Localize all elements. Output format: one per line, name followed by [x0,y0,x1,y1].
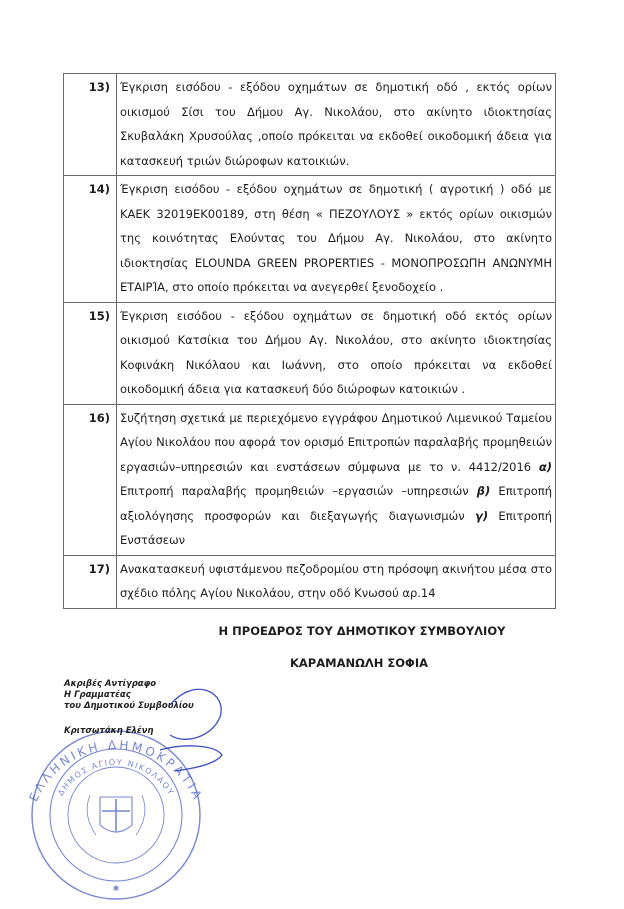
item-text: Έγκριση εισόδου - εξόδου οχημάτων σε δημοτική οδό εκτός ορίων οικισμού Κατσίκια του Δήμου Αγ. Νικολάου, στο ακίνητο ιδιοκτησίας Κοφινάκη Νικόλαου και Ιωάννη, στο οποίο πρόκειται να εκδοθεί οικοδομική άδεια για κατασκευή δύο διώροφων κατοικιών . [117,302,556,404]
item-text [117,404,556,555]
stamp-star-icon: ✱ [112,883,120,893]
item-text-part: Επιτροπή παραλαβής προμηθειών –εργασιών –υπηρεσιών [120,484,477,498]
coat-of-arms-icon [87,795,145,835]
secretary-name: Κριτσωτάκη Ελένη [64,725,154,736]
subitem-label: β) [476,484,491,498]
subitem-label: α) [538,459,552,474]
stamp-inner-text: ΔΗΜΟΣ ΑΓΙΟΥ ΝΙΚΟΛΑΟΥ [56,757,176,797]
item-text-part: Συζήτηση σχετικά με περιεχόμενο εγγράφου Δημοτικού Λιμενικού Ταμείου Αγίου Νικολάου που αφορά τον ορισμό Επιτροπών παραλαβής προμηθειών εργασιών–υπηρεσιών και ενστάσεων σύμφωνα με το ν. 4412/2016 [120,410,552,474]
signatory-title: Η ΠΡΟΕΔΡΟΣ ΤΟΥ ΔΗΜΟΤΙΚΟΥ ΣΥΜΒΟΥΛΙΟΥ [218,623,506,638]
stamp-outer-text: ΕΛΛΗΝΙΚΗ ΔΗΜΟΚΡΑΤΙΑ [26,737,206,804]
agenda-row [64,404,556,555]
item-text: Έγκριση εισόδου - εξόδου οχημάτων σε δημοτική ( αγροτική ) οδό με ΚΑΕΚ 32019ΕΚ00189, στη θέση « ΠΕΖΟΥΛΟΥΣ » εκτός ορίων οικισμών της κοινότητας Ελούντας του Δήμου Αγ. Νικολάου, στο ακίνητο ιδιοκτησίας ELOUNDA GREEN PROPERTIES - ΜΟΝΟΠΡΟΣΩΠΗ ΑΝΩΝΥΜΗ ΕΤΑΙΡΊΑ, στο οποίο πρόκειται να ανεγερθεί ξενοδοχείο . [117,176,556,303]
item-text-part: Επιτροπή Ενστάσεων [120,508,552,547]
agenda-row [64,555,556,608]
item-number: 15) [64,302,117,404]
item-text: Έγκριση εισόδου - εξόδου οχημάτων σε δημοτική οδό , εκτός ορίων οικισμού Σίσι του Δήμου Αγ. Νικολάου, στο ακίνητο ιδιοκτησίας Σκυβαλάκη Χρυσούλας ,οποίο πρόκειται να εκδοθεί οικοδομική άδεια για κατασκευή τριών διώροφων κατοικιών. [117,74,556,176]
certified-copy-label: Ακριβές Αντίγραφο [64,678,157,689]
item-number: 13) [64,74,117,176]
agenda-row [64,176,556,303]
agenda-row [64,74,556,176]
agenda-row [64,302,556,404]
item-number: 14) [64,176,117,303]
item-text-part: Επιτροπή αξιολόγησης προσφορών και διεξαγωγής διαγωνισμών [120,484,552,523]
council-label: του Δημοτικού Συμβουλίου [64,700,194,711]
item-text: Ανακατασκευή υφιστάμενου πεζοδρομίου στη πρόσοψη ακινήτου μέσα στο σχέδιο πόλης Αγίου Νικολάου, στην οδό Κνωσού αρ.14 [117,555,556,608]
agenda-table [63,73,556,609]
item-number: 17) [64,555,117,608]
signatory-name: ΚΑΡΑΜΑΝΩΛΗ ΣΟΦΙΑ [290,655,428,670]
secretary-label: Η Γραμματέας [64,689,131,700]
subitem-label: γ) [475,508,489,523]
item-number: 16) [64,404,117,555]
certification-area [0,679,624,909]
certified-copy-block [64,679,194,737]
